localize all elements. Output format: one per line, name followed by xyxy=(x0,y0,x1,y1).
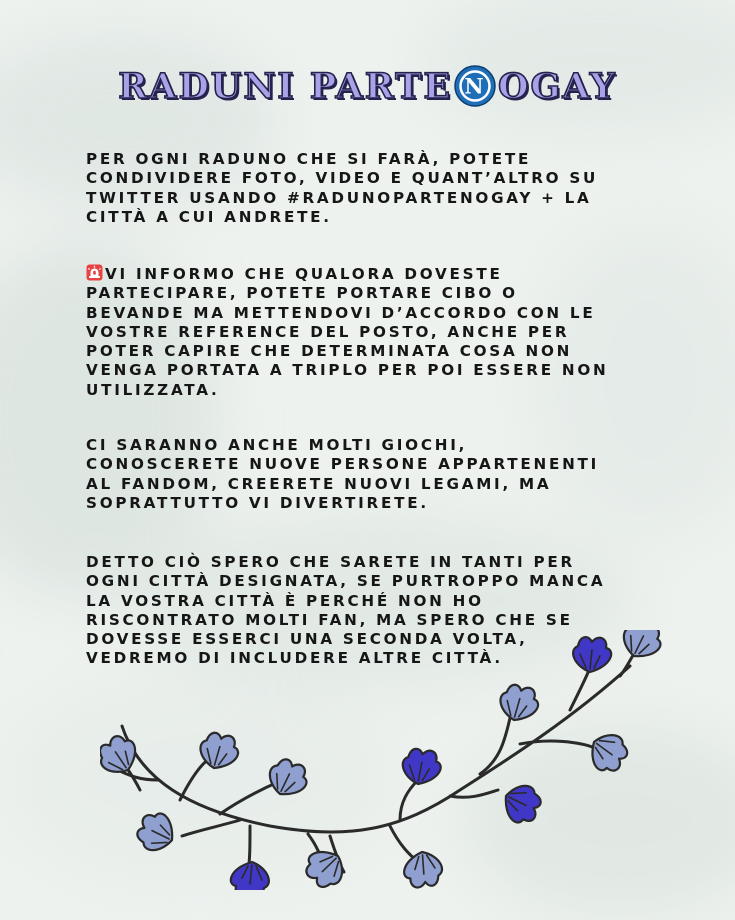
title-text-start: RADUNI PARTE xyxy=(118,65,452,107)
paragraph-food-text: VI INFORMO CHE QUALORA DOVESTE PARTECIPARE, POTETE PORTARE CIBO O BEVANDE MA METTENDOVI D’ACCORDO CON LE VOSTRE REFERENCE DEL POSTO, ANCHE PER POTER CAPIRE CHE DETERMINATA COSA NON VENGA PORTATA A TRIPLO PER POI ESSERE NON UTILIZZATA. xyxy=(86,265,609,399)
napoli-logo xyxy=(454,65,496,107)
page-title xyxy=(0,58,735,114)
flower-vine-illustration xyxy=(100,630,670,890)
paragraph-games: CI SARANNO ANCHE MOLTI GIOCHI, CONOSCERETE NUOVE PERSONE APPARTENENTI AL FANDOM, CREERETE NUOVI LEGAMI, MA SOPRATTUTTO VI DIVERTIRETE. xyxy=(86,436,600,512)
paragraph-food-info xyxy=(86,264,666,400)
police-light-icon xyxy=(86,264,103,281)
logo-letter: N xyxy=(464,73,486,99)
title-text-end: OGAY xyxy=(498,65,617,107)
main-stem xyxy=(122,666,630,832)
paragraph-hashtag: PER OGNI RADUNO CHE SI FARÀ, POTETE CONDIVIDERE FOTO, VIDEO E QUANT’ALTRO SU TWITTER USANDO #RADUNOPARTENOGAY + LA CITTÀ A CUI ANDRETE. xyxy=(86,150,599,226)
paragraph-cities: DETTO CIÒ SPERO CHE SARETE IN TANTI PER OGNI CITTÀ DESIGNATA, SE PURTROPPO MANCA LA VOSTRA CITTÀ È PERCHÉ NON HO RISCONTRATO MOLTI FAN, MA SPERO CHE SE DOVESSE ESSERCI UNA SECONDA VOLTA, VEDREMO DI INCLUDERE ALTRE CITTÀ. xyxy=(86,553,606,668)
